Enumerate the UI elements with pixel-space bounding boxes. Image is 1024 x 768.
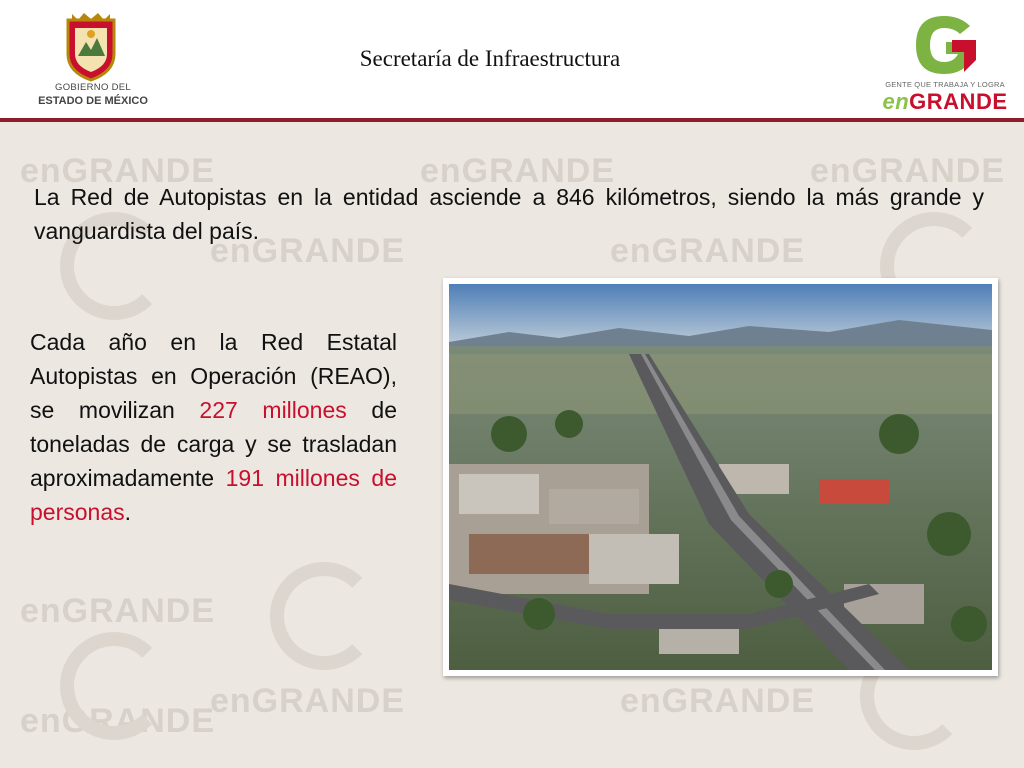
header xyxy=(0,0,1024,118)
header-divider xyxy=(0,118,1024,122)
watermark-logo: enGRANDE xyxy=(420,152,616,190)
watermark-logo: enGRANDE xyxy=(210,682,406,720)
brand-slogan: GENTE QUE TRABAJA Y LOGRA xyxy=(885,80,1005,89)
brand-name-en: en xyxy=(882,89,910,114)
photo-frame xyxy=(443,278,998,676)
watermark-logo: enGRANDE xyxy=(810,152,1006,190)
intro-paragraph: La Red de Autopistas en la entidad asciende a 846 kilómetros, siendo la más grande y vanguardista del país. xyxy=(34,184,984,244)
state-crest-icon xyxy=(60,10,122,82)
statistics-paragraph xyxy=(30,325,397,529)
passenger-figure: 191 millones de personas xyxy=(30,465,397,525)
engrande-g-logo-icon xyxy=(908,12,980,78)
statistics-text-3: . xyxy=(124,499,132,525)
page-title: Secretaría de Infraestructura xyxy=(359,46,621,71)
brand-name-grande: GRANDE xyxy=(909,89,1008,114)
watermark-g-icon xyxy=(60,632,168,740)
government-name-line2: ESTADO DE MÉXICO xyxy=(38,95,148,107)
cargo-figure: 227 millones xyxy=(199,397,347,423)
statistics-text-2: de toneladas de carga y se trasladan aproximadamente xyxy=(30,397,397,491)
watermark-logo: enGRANDE xyxy=(20,152,216,190)
government-name-line1: GOBIERNO DEL xyxy=(55,82,131,93)
watermark-logo: enGRANDE xyxy=(20,592,216,630)
brand-name xyxy=(870,89,1020,115)
watermark-logo: enGRANDE xyxy=(20,702,216,740)
watermark-logo: enGRANDE xyxy=(210,232,406,270)
aerial-highway-photo xyxy=(449,284,992,670)
watermark-g-icon xyxy=(270,562,378,670)
watermark-logo: enGRANDE xyxy=(610,232,806,270)
statistics-text-1: Cada año en la Red Estatal Autopistas en Operación (REAO), se movilizan xyxy=(30,329,397,423)
watermark-logo: enGRANDE xyxy=(620,682,816,720)
